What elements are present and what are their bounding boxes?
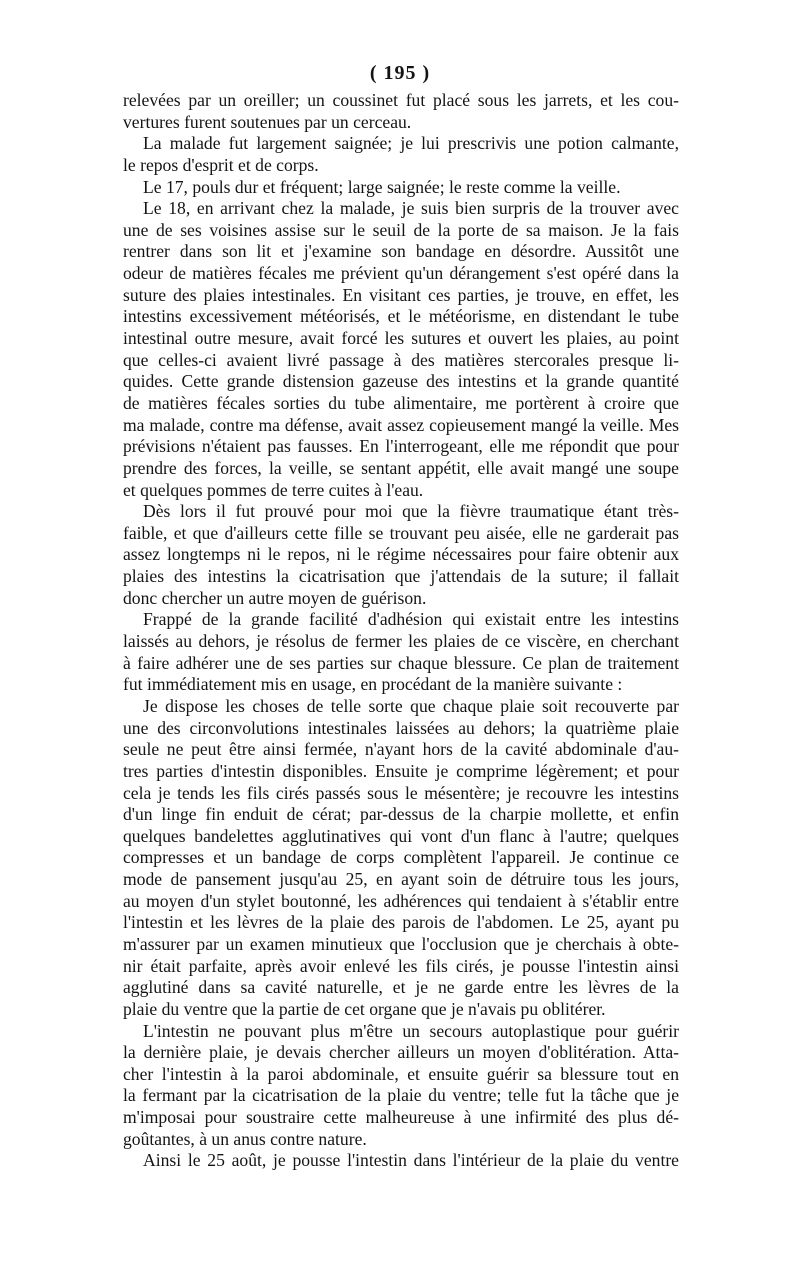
text-line: L'intestin ne pouvant plus m'être un secours autoplastique pour guérir [143, 1020, 679, 1041]
paragraph [123, 133, 679, 176]
text-line: agglutiné dans sa cavité naturelle, et je ne garde entre les lèvres de la [123, 977, 679, 998]
text-line: vertures furent soutenues par un cerceau. [123, 111, 412, 132]
text-line: à faire adhérer une de ses parties sur chaque blessure. Ce plan de traitement [123, 652, 679, 673]
text-line: plaies des intestins la cicatrisation que j'attendais de la suture; il fallait [123, 566, 679, 587]
text-line: intestins excessivement météorisés, et le météorisme, en distendant le tube [123, 306, 679, 327]
paragraph [123, 90, 679, 133]
text-line: la fermant par la cicatrisation de la plaie du ventre; telle fut la tâche que je [123, 1085, 679, 1106]
text-line: le repos d'esprit et de corps. [123, 154, 319, 175]
text-line: que celles-ci avaient livré passage à des matières stercorales presque li- [123, 349, 679, 370]
text-line: une de ses voisines assise sur le seuil de la porte de sa maison. Je la fais [123, 219, 679, 240]
text-line: assez longtemps ni le repos, ni le régime nécessaires pour faire obtenir aux [123, 544, 679, 565]
page-number: ( 195 ) [369, 62, 431, 84]
paragraph [123, 696, 679, 1021]
body-text [123, 90, 679, 1172]
paragraph [123, 198, 679, 501]
text-line: prendre des forces, la veille, se sentant appétit, elle avait mangé une soupe [123, 457, 679, 478]
paragraph [123, 1021, 679, 1151]
text-line: compresses et un bandage de corps complètent l'appareil. Je continue ce [123, 847, 679, 868]
text-line: Le 18, en arrivant chez la malade, je suis bien surpris de la trouver avec [143, 198, 679, 219]
paragraph [123, 609, 679, 696]
paragraph [123, 177, 679, 199]
text-line: mode de pansement jusqu'au 25, en ayant soin de détruire tous les jours, [123, 869, 679, 890]
text-line: rentrer dans son lit et j'examine son bandage en désordre. Aussitôt une [123, 241, 679, 262]
text-line: m'assurer par un examen minutieux que l'occlusion que je cherchais à obte- [123, 933, 679, 954]
text-line: goûtantes, à un anus contre nature. [123, 1128, 367, 1149]
text-line: suture des plaies intestinales. En visitant ces parties, je trouve, en effet, les [123, 284, 679, 305]
text-line: ma malade, contre ma défense, avait assez copieusement mangé la veille. Mes [123, 414, 679, 435]
text-line: plaie du ventre que la partie de cet organe que je n'avais pu oblitérer. [123, 998, 606, 1019]
text-line: et quelques pommes de terre cuites à l'eau. [123, 479, 424, 500]
text-line: donc chercher un autre moyen de guérison. [123, 587, 427, 608]
text-line: Dès lors il fut prouvé pour moi que la fièvre traumatique étant très- [143, 501, 679, 522]
text-line: quides. Cette grande distension gazeuse des intestins et la grande quantité [123, 371, 679, 392]
text-line: Le 17, pouls dur et fréquent; large saignée; le reste comme la veille. [143, 176, 621, 197]
text-line: Frappé de la grande facilité d'adhésion qui existait entre les intestins [143, 609, 679, 630]
text-line: m'imposai pour soustraire cette malheureuse à une infirmité des plus dé- [123, 1107, 679, 1128]
text-line: Je dispose les choses de telle sorte que chaque plaie soit recouverte par [143, 695, 679, 716]
text-line: au moyen d'un stylet boutonné, les adhérences qui tendaient à s'établir entre [123, 890, 679, 911]
text-line: intestinal outre mesure, avait forcé les sutures et ouvert les plaies, au point [123, 328, 679, 349]
text-line: prévisions n'étaient pas fausses. En l'interrogeant, elle me répondit que pour [123, 436, 679, 457]
text-line: la dernière plaie, je devais chercher ailleurs un moyen d'oblitération. Atta- [123, 1042, 679, 1063]
text-line: fut immédiatement mis en usage, en procédant de la manière suivante : [123, 674, 623, 695]
text-line: La malade fut largement saignée; je lui prescrivis une potion calmante, [143, 133, 679, 154]
text-line: de matières fécales sorties du tube alimentaire, me portèrent à croire que [123, 392, 679, 413]
text-line: nir était parfaite, après avoir enlevé les fils cirés, je pousse l'intestin ainsi [123, 955, 679, 976]
text-line: une des circonvolutions intestinales laissées au dehors; la quatrième plaie [123, 717, 679, 738]
paragraph [123, 501, 679, 609]
text-line: faible, et que d'ailleurs cette fille se trouvant peu aisée, elle ne garderait pas [123, 522, 679, 543]
text-line: cela je tends les fils cirés passés sous le mésentère; je recouvre les intestins [123, 782, 679, 803]
text-line: d'un linge fin enduit de cérat; par-dessus de la charpie mollette, et enfin [123, 804, 679, 825]
paragraph [123, 1150, 679, 1172]
text-line: seule ne peut être ainsi fermée, n'ayant hors de la cavité abdominale d'au- [123, 739, 679, 760]
text-line: laissés au dehors, je résolus de fermer les plaies de ce viscère, en cherchant [123, 631, 679, 652]
text-line: relevées par un oreiller; un coussinet fut placé sous les jarrets, et les cou- [123, 90, 679, 110]
text-line: l'intestin et les lèvres de la plaie des parois de l'abdomen. Le 25, ayant pu [123, 912, 679, 933]
text-line: Ainsi le 25 août, je pousse l'intestin dans l'intérieur de la plaie du ventre [143, 1150, 679, 1171]
text-line: cher l'intestin à la paroi abdominale, et ensuite guérir sa blessure tout en [123, 1063, 679, 1084]
text-line: tres parties d'intestin disponibles. Ensuite je comprime légèrement; et pour [123, 760, 679, 781]
text-line: odeur de matières fécales me prévient qu'un dérangement s'est opéré dans la [123, 263, 679, 284]
text-line: quelques bandelettes agglutinatives qui vont d'un flanc à l'autre; quelques [123, 825, 679, 846]
